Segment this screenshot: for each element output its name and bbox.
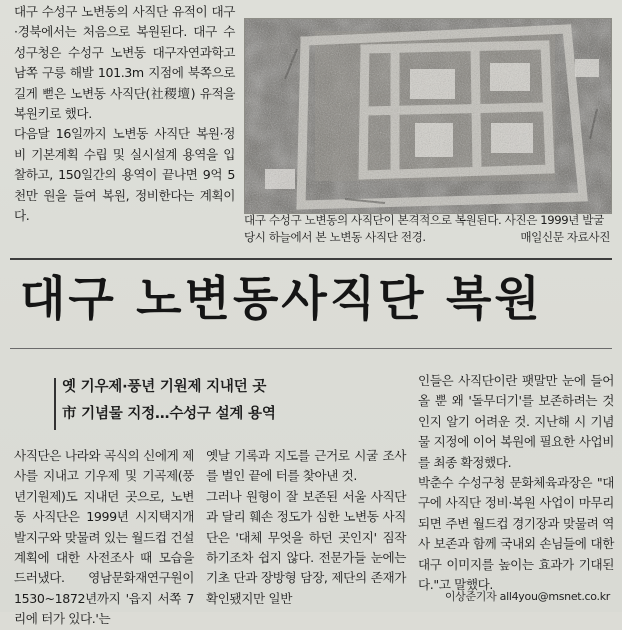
photo-caption bbox=[244, 212, 610, 246]
subheadings bbox=[62, 374, 402, 428]
subheading-bar bbox=[54, 378, 56, 430]
body-column-2: 옛날 기록과 지도를 근거로 시굴 조사를 벌인 끝에 터를 찾아낸 것. 그러나 원형이 잘 보존된 서울 사직단과 달리 훼손 정도가 심한 노변동 사직단은 '대체 무엇을 하던 곳인지' 짐작하기조차 쉽지 않다. 전문가들 눈에는 기초 단과 장방형 담장, 제단의 존재가 확인됐지만 일반 bbox=[206, 448, 406, 606]
subheading-2: 市 기념물 지정…수성구 설계 용역 bbox=[62, 406, 276, 422]
byline: 이상준기자 all4you@msnet.co.kr bbox=[444, 590, 610, 603]
headline: 대구 노변동사직단 복원 bbox=[20, 272, 543, 327]
aerial-photo-sajikdan bbox=[244, 18, 612, 214]
top-divider bbox=[10, 258, 612, 260]
caption-line-1: 대구 수성구 노변동의 사직단이 본격적으로 복원된다. 사진은 1999년 발굴 bbox=[244, 213, 604, 227]
body-column-3: 인들은 사직단이란 팻말만 눈에 들어올 뿐 왜 '돌무더기'를 보존하려는 것인지 알기 어려운 것. 지난해 시 기념물 지정에 이어 복원에 필요한 사업비를 최종 확정했다. 박춘수 수성구청 문화체육과장은 "대구에 사직단 정비·복원 사업이 마무리되면 주변 월드컵 경기장과 맞물려 역사 보존과 함께 국내외 손님들에 대한 대구 이미지를 높이는 효과가 기대된다."고 말했다. bbox=[418, 373, 614, 593]
caption-line-2: 당시 하늘에서 본 노변동 사직단 전경. bbox=[244, 229, 426, 244]
body-column-1: 사직단은 나라와 곡식의 신에게 제사를 지내고 기우제 및 기곡제(풍년기원제)도 지내던 곳으로, 노변동 사직단은 1999년 시지택지개발지구와 맞물려 있는 월드컵 건설계획에 대한 사전조사 때 모습을 드러냈다. 영남문화재연구원이 1530~1872년까지 '읍지 서쪽 7리에 터가 있다.'는 bbox=[14, 448, 194, 627]
intro-paragraphs: 대구 수성구 노변동의 사직단 유적이 대구·경북에서는 처음으로 복원된다. 대구 수성구청은 수성구 노변동 대구자연과학고 남쪽 구릉 해발 101.3m 지점에 북쪽으로 길게 뻗은 노변동 사직단(社稷壇) 유적을 복원키로 했다. 다음달 16일까지 노변동 사직단 복원·정비 기본계획 수립 및 실시설계 용역을 입찰하고, 150일간의 용역이 끝나면 9억 5천만 원을 들여 복원, 정비한다는 계획이다. bbox=[14, 4, 235, 224]
photo-credit: 매일신문 자료사진 bbox=[520, 229, 610, 244]
subheading-1: 옛 기우제·풍년 기원제 지내던 곳 bbox=[62, 379, 267, 395]
aerial-photo-image bbox=[245, 19, 611, 213]
headline-divider bbox=[10, 348, 612, 349]
